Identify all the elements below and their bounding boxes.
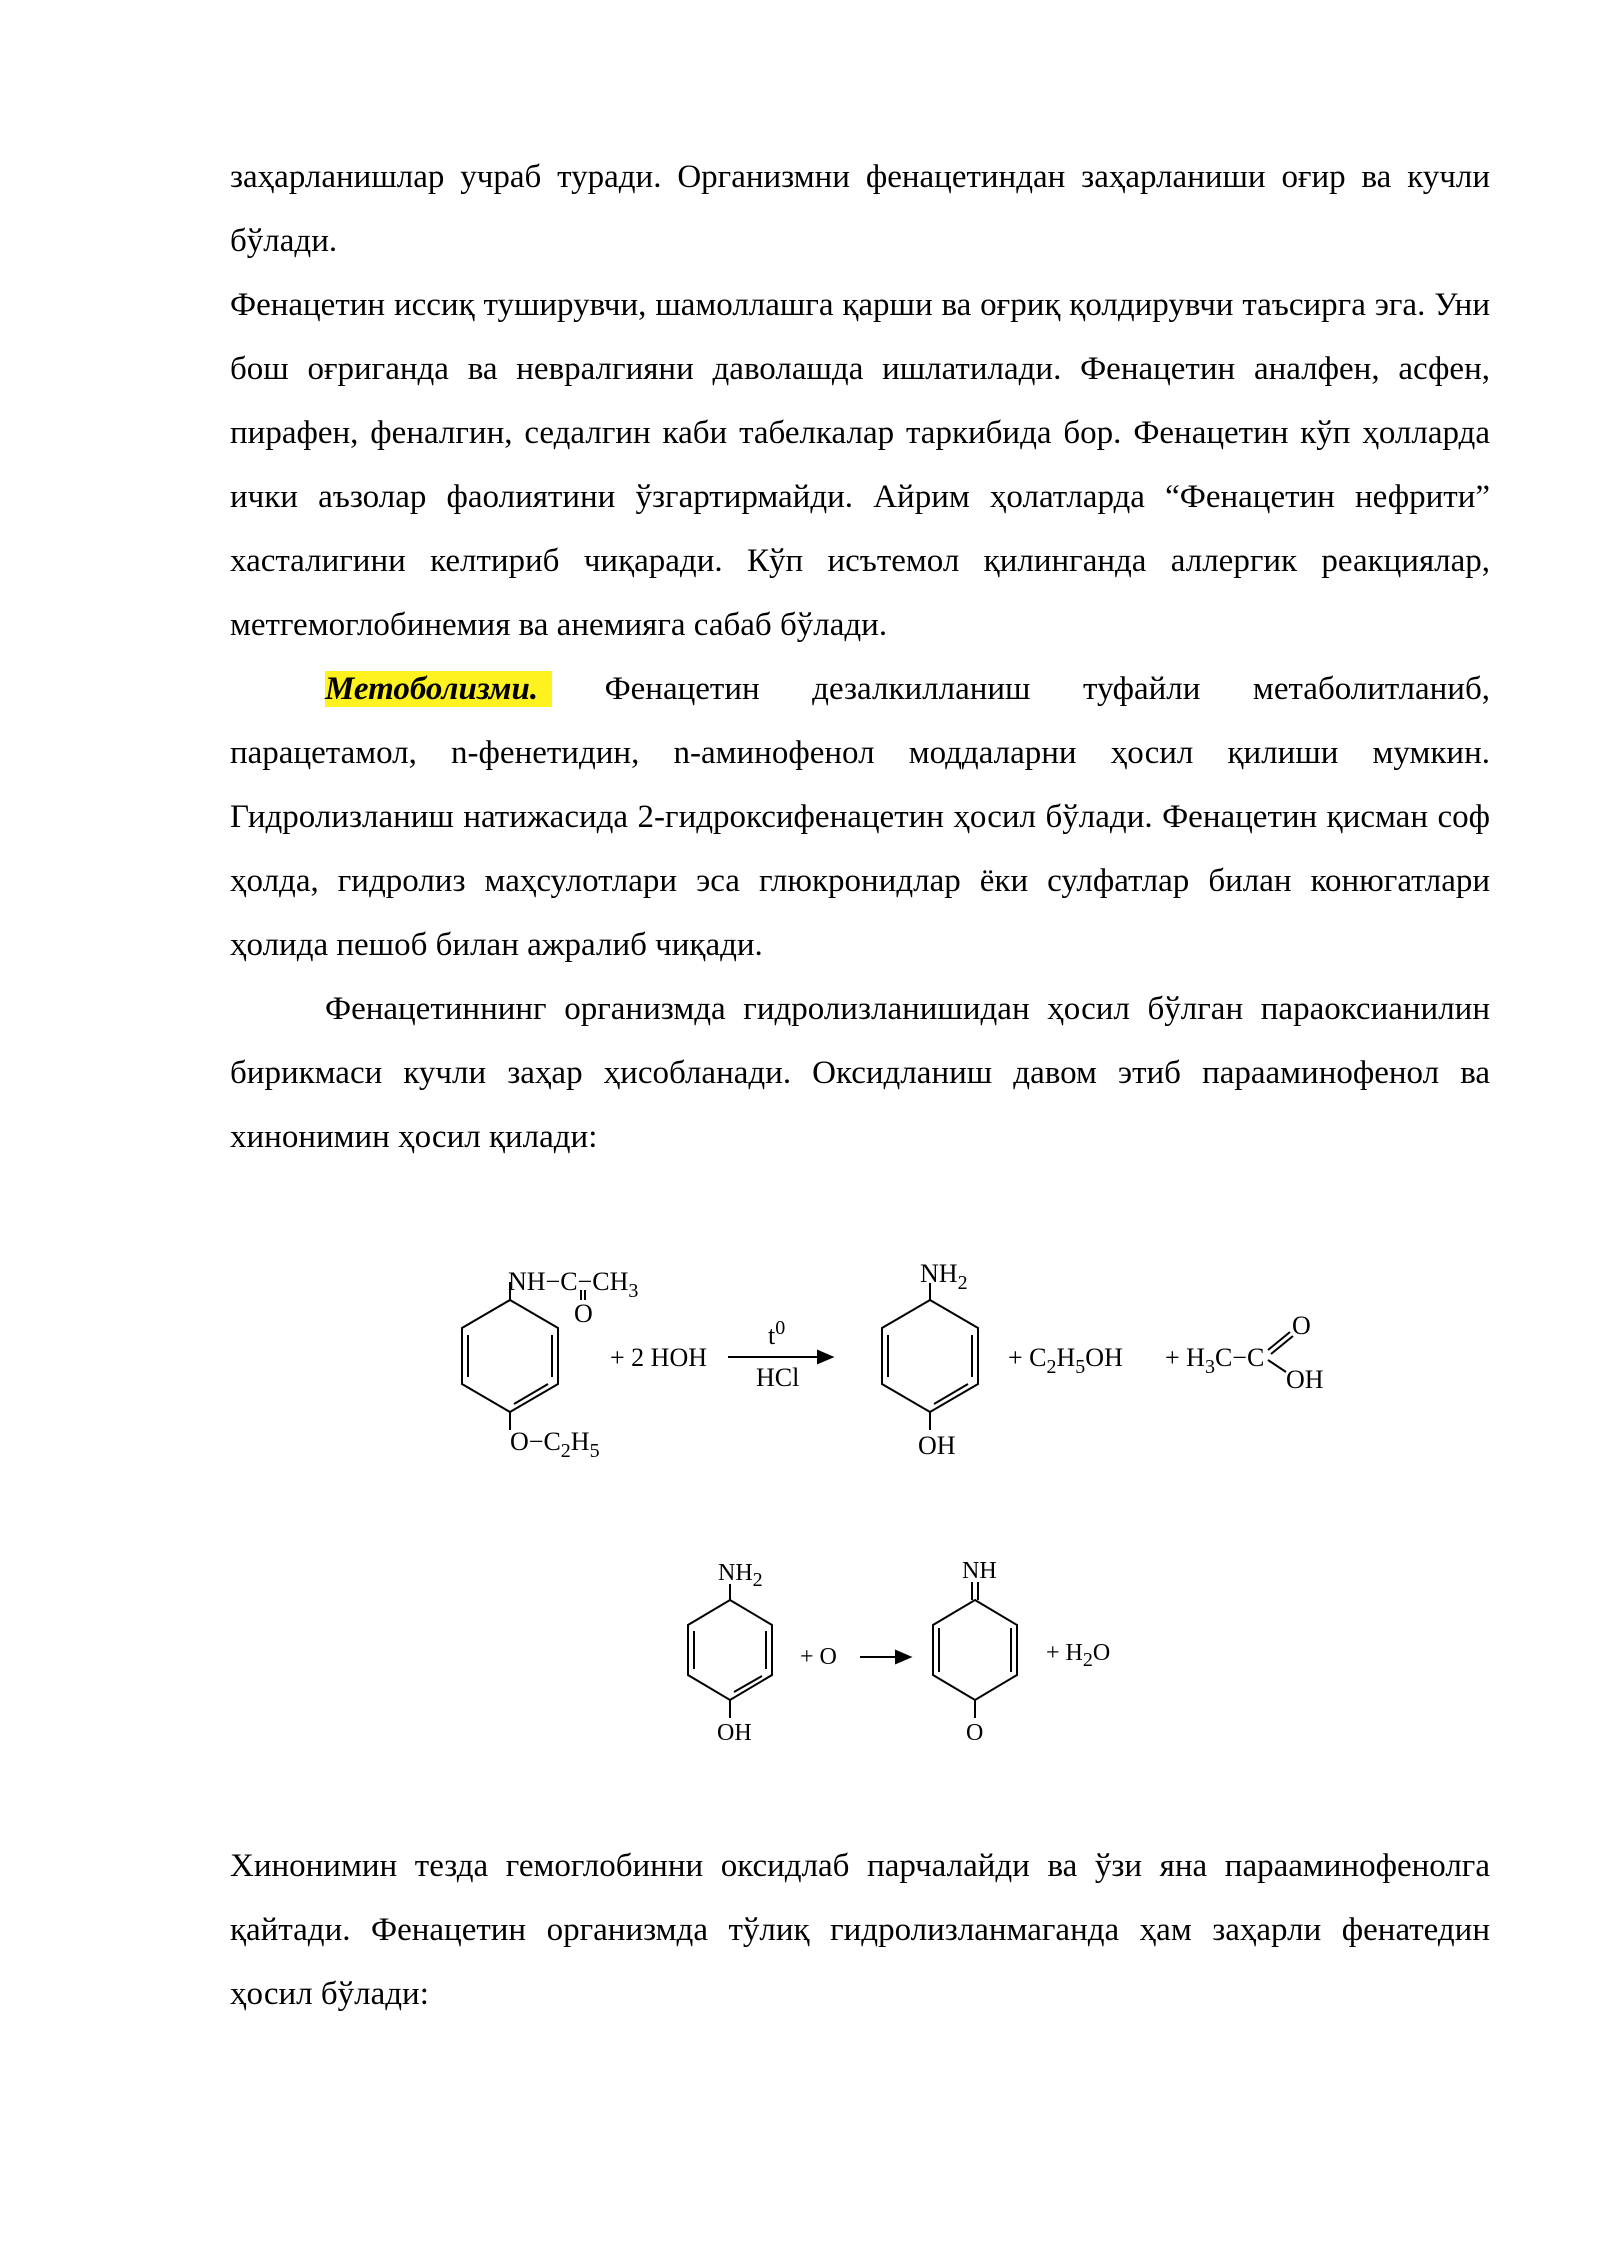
paragraph: Хинонимин тезда гемоглобинни оксидлаб парчалайди ва ўзи яна парааминофенолга қайтади. Фенацетин организмда тўлиқ гидролизланмаганда ҳам заҳарли фенатедин ҳосил бўлади: <box>230 1848 1490 2012</box>
benzene-ring-aminophenol <box>882 1283 978 1430</box>
metabolism-text: Фенацетин дезалкилланиш туфайли метаболитланиб, парацетамол, n-фенетидин, n-аминофенол моддаларни ҳосил қилиши мумкин. Гидролизланиш натижасида 2-гидроксифенацетин ҳосил бўлади. Фенацетин қисман соф ҳолда, гидролиз маҳсулотлари эса глюкронидлар ёки сулфатлар билан конюгатлари ҳолида пешоб билан ажралиб чиқади. <box>230 671 1490 963</box>
arrow-temperature-label: $t^0$ <box>768 1317 786 1350</box>
metabolism-heading: Метоболизми. <box>325 671 552 707</box>
amino-group-label: $NH_2$ <box>920 1259 968 1294</box>
acetic-acid-label: + $H_3C-C$ <box>1165 1343 1265 1378</box>
carbonyl-oxygen-label: O <box>574 1299 593 1328</box>
paragraph: Фенацетин иссиқ туширувчи, шамоллашга қарши ва оғриқ қолдирувчи таъсирга эга. Уни бош оғриганда ва невралгияни даволашда ишлатилади. Фенацетин аналфен, асфен, пирафен, феналгин, седалгин каби табелкалар таркибида бор. Фенацетин кўп ҳолларда ички аъзолар фаолиятини ўзгартирмайди. Айрим ҳолатларда “Фенацетин нефрити” хасталигини келтириб чиқаради. Кўп исътемол қилинганда аллергик реакциялар, метгемоглобинемия ва анемияга сабаб бўлади. <box>230 287 1490 643</box>
quinone-imine-ring <box>933 1582 1017 1718</box>
ethoxy-group-label: $O-C_2H_5$ <box>510 1427 600 1462</box>
ketone-oxygen-label: O <box>966 1720 984 1746</box>
amino-group-label-2: $NH_2$ <box>718 1560 763 1591</box>
plus-water-label: + 2 HOH <box>610 1343 707 1372</box>
ethanol-label: + $C_2H_5OH$ <box>1008 1343 1123 1378</box>
phenacetin-amide-label: $NH-C-CH_3$ <box>508 1267 639 1302</box>
paragraph: заҳарланишлар учраб туради. Организмни фенацетиндан заҳарланиши оғир ва кучли бўлади. <box>230 159 1490 259</box>
plus-oxygen-label: + O <box>800 1644 837 1670</box>
benzene-ring-phenacetin <box>462 1282 585 1430</box>
reaction-arrow-1 <box>728 1351 832 1363</box>
hydroxyl-group-label: OH <box>918 1431 956 1460</box>
acid-carbonyl-oxygen: O <box>1292 1311 1311 1340</box>
water-product-label: + $H_2O$ <box>1046 1640 1111 1671</box>
hydroxyl-group-label-2: OH <box>717 1720 752 1746</box>
benzene-ring-aminophenol-2 <box>688 1584 772 1718</box>
text-block-bottom <box>230 1834 1490 2026</box>
reaction-arrow-2 <box>860 1651 910 1663</box>
acid-hydroxyl: OH <box>1286 1365 1324 1394</box>
imine-group-label: NH <box>962 1558 997 1584</box>
arrow-catalyst-label: HCl <box>756 1363 800 1392</box>
paragraph: Фенацетиннинг организмда гидролизланишидан ҳосил бўлган параоксианилин бирикмаси кучли заҳар ҳисобланади. Оксидланиш давом этиб парааминофенол ва хинонимин ҳосил қилади: <box>230 991 1490 1155</box>
